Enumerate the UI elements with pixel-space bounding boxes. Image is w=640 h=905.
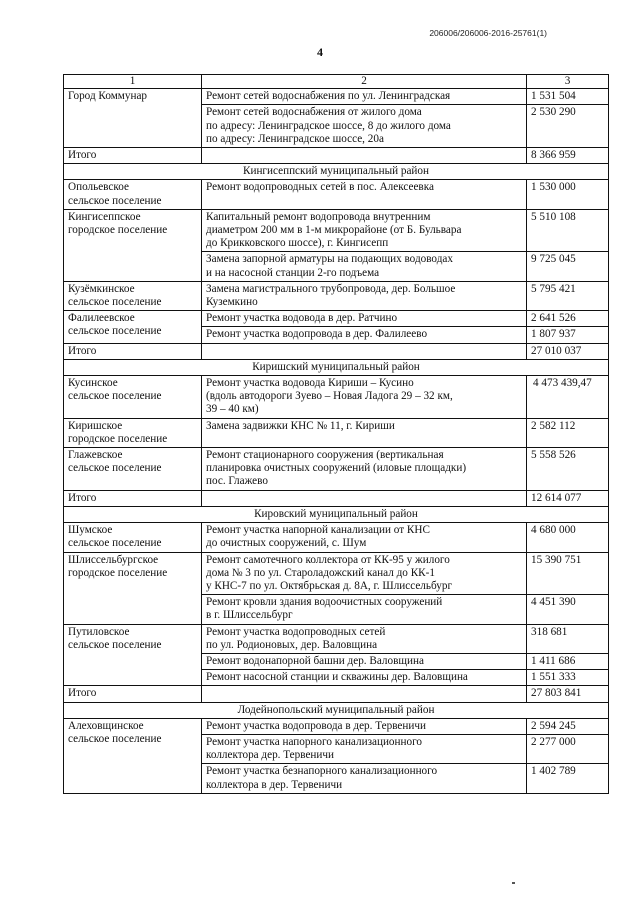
amount: 2 530 290 <box>527 105 609 148</box>
work-description: Замена запорной арматуры на подающих водоводах и на насосной станции 2-го подъема <box>202 252 527 281</box>
amount: 5 510 108 <box>527 209 609 252</box>
work-description: Ремонт участка водовода в дер. Ратчино <box>202 311 527 327</box>
work-description: Ремонт участка безнапорного канализационного коллектора в дер. Тервеничи <box>202 764 527 793</box>
settlement-cell: Шлиссельбургское городское поселение <box>64 552 202 624</box>
table-row <box>64 523 609 552</box>
table-row <box>64 180 609 209</box>
amount: 2 641 526 <box>527 311 609 327</box>
amount: 2 594 245 <box>527 718 609 734</box>
header-col-2: 2 <box>202 75 527 89</box>
work-description: Ремонт насосной станции и скважины дер. Валовщина <box>202 670 527 686</box>
work-description: Ремонт участка напорной канализации от КНС до очистных сооружений, с. Шум <box>202 523 527 552</box>
header-row <box>64 75 609 89</box>
settlement-cell: Киришское городское поселение <box>64 418 202 447</box>
total-amount: 12 614 077 <box>527 490 609 506</box>
work-description: Замена магистрального трубопровода, дер. Большое Куземкино <box>202 281 527 310</box>
amount: 5 558 526 <box>527 448 609 491</box>
table-row <box>64 89 609 105</box>
total-row <box>64 343 609 359</box>
work-description: Ремонт участка напорного канализационного коллектора дер. Тервеничи <box>202 734 527 763</box>
work-description: Ремонт участка водовода Кириши – Кусино (вдоль автодороги Зуево – Новая Ладога 29 – 32 км, 39 – 40 км) <box>202 376 527 419</box>
settlement-cell: Путиловское сельское поселение <box>64 624 202 686</box>
total-label: Итого <box>64 148 202 164</box>
total-row <box>64 490 609 506</box>
amount: 15 390 751 <box>527 552 609 595</box>
work-description: Ремонт стационарного сооружения (вертикальная планировка очистных сооружений (иловые площадки) пос. Глажево <box>202 448 527 491</box>
amount: 1 530 000 <box>527 180 609 209</box>
total-amount: 8 366 959 <box>527 148 609 164</box>
district-heading: Кингисеппский муниципальный район <box>64 164 609 180</box>
work-description: Ремонт участка водопровода в дер. Фалилеево <box>202 327 527 343</box>
work-description: Ремонт участка водопровода в дер. Тервеничи <box>202 718 527 734</box>
table-row <box>64 281 609 310</box>
work-description: Ремонт водонапорной башни дер. Валовщина <box>202 653 527 669</box>
settlement-cell: Кузёмкинское сельское поселение <box>64 281 202 310</box>
total-label: Итого <box>64 686 202 702</box>
work-description: Капитальный ремонт водопровода внутренним диаметром 200 мм в 1-м микрорайоне (от Б. Бульвара до Крикковского шоссе), г. Кингисепп <box>202 209 527 252</box>
amount: 4 680 000 <box>527 523 609 552</box>
section-row <box>64 506 609 522</box>
settlement-cell: Город Коммунар <box>64 89 202 148</box>
scan-speck <box>512 882 515 884</box>
settlement-cell: Алеховщинское сельское поселение <box>64 718 202 793</box>
work-description: Ремонт кровли здания водоочистных сооружений в г. Шлиссельбург <box>202 595 527 624</box>
amount: 9 725 045 <box>527 252 609 281</box>
district-heading: Киришский муниципальный район <box>64 359 609 375</box>
settlement-cell: Кусинское сельское поселение <box>64 376 202 419</box>
amount: 1 551 333 <box>527 670 609 686</box>
total-row <box>64 686 609 702</box>
total-label: Итого <box>64 343 202 359</box>
section-row <box>64 702 609 718</box>
total-label: Итого <box>64 490 202 506</box>
funding-table <box>63 74 609 794</box>
amount: 1 411 686 <box>527 653 609 669</box>
amount: 318 681 <box>527 624 609 653</box>
amount: 4 473 439,47 <box>527 376 609 419</box>
table-row <box>64 311 609 327</box>
district-heading: Лодейнопольский муниципальный район <box>64 702 609 718</box>
settlement-cell: Глажевское сельское поселение <box>64 448 202 491</box>
settlement-cell: Опольевское сельское поселение <box>64 180 202 209</box>
section-row <box>64 164 609 180</box>
amount: 2 277 000 <box>527 734 609 763</box>
header-col-3: 3 <box>527 75 609 89</box>
total-row <box>64 148 609 164</box>
work-description: Ремонт самотечного коллектора от КК-95 у жилого дома № 3 по ул. Староладожский канал до КК-1 у КНС-7 по ул. Октябрьская д. 8А, г. Шлиссельбург <box>202 552 527 595</box>
table-row <box>64 718 609 734</box>
total-amount: 27 803 841 <box>527 686 609 702</box>
settlement-cell: Шумское сельское поселение <box>64 523 202 552</box>
page-number: 4 <box>317 45 323 59</box>
work-description: Ремонт сетей водоснабжения от жилого дома по адресу: Ленинградское шоссе, 8 до жилого дома по адресу: Ленинградское шоссе, 20а <box>202 105 527 148</box>
amount: 2 582 112 <box>527 418 609 447</box>
table-row <box>64 552 609 595</box>
table-row <box>64 209 609 252</box>
table-row <box>64 448 609 491</box>
amount: 1 402 789 <box>527 764 609 793</box>
amount: 4 451 390 <box>527 595 609 624</box>
document-id: 206006/206006-2016-25761(1) <box>429 28 547 38</box>
amount: 1 531 504 <box>527 89 609 105</box>
work-description: Ремонт водопроводных сетей в пос. Алексеевка <box>202 180 527 209</box>
work-description: Ремонт участка водопроводных сетей по ул. Родионовых, дер. Валовщина <box>202 624 527 653</box>
settlement-cell: Кингисеппское городское поселение <box>64 209 202 281</box>
section-row <box>64 359 609 375</box>
amount: 1 807 937 <box>527 327 609 343</box>
amount: 5 795 421 <box>527 281 609 310</box>
work-description: Замена задвижки КНС № 11, г. Кириши <box>202 418 527 447</box>
settlement-cell: Фалилеевское сельское поселение <box>64 311 202 343</box>
table-row <box>64 418 609 447</box>
work-description: Ремонт сетей водоснабжения по ул. Ленинградская <box>202 89 527 105</box>
header-col-1: 1 <box>64 75 202 89</box>
total-amount: 27 010 037 <box>527 343 609 359</box>
district-heading: Кировский муниципальный район <box>64 506 609 522</box>
table-row <box>64 376 609 419</box>
table-row <box>64 624 609 653</box>
